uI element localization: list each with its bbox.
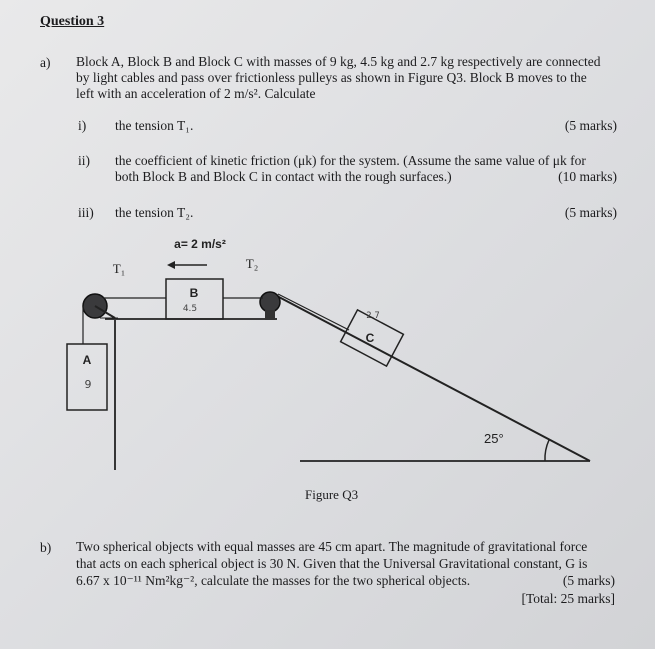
item-i-numeral: i)	[78, 118, 87, 133]
acceleration-label: a= 2 m/s²	[174, 237, 226, 251]
part-b-line-2: that acts on each spherical object is 30 N. Given that the Universal Gravitational constant, G is	[76, 556, 588, 571]
block-a-label: A	[82, 353, 92, 367]
item-ii-text-line-2: both Block B and Block C in contact with the rough surfaces.)	[115, 169, 452, 184]
figure-caption: Figure Q3	[305, 487, 359, 502]
block-c-mass: 2.7	[366, 311, 380, 321]
part-b-marks: (5 marks)	[562, 573, 615, 588]
cable-c	[278, 294, 349, 330]
part-a-intro-line-3: left with an acceleration of 2 m/s². Calculate	[76, 86, 316, 101]
part-b-line-1: Two spherical objects with equal masses are 45 cm apart. The magnitude of gravitational force	[76, 539, 588, 554]
t1-label: T₁	[112, 261, 126, 276]
part-a-intro-line-2: by light cables and pass over frictionless pulleys as shown in Figure Q3. Block B moves to the	[76, 70, 587, 85]
item-i-marks: (5 marks)	[564, 118, 617, 133]
block-a-mass: 9	[84, 378, 92, 391]
item-i-text: the tension T₁.	[115, 118, 194, 133]
item-iii-text: the tension T₂.	[115, 205, 194, 220]
part-b-line-3: 6.67 x 10⁻¹¹ Nm²kg⁻², calculate the masses for the two spherical objects.	[76, 573, 471, 588]
part-a-label: a)	[40, 55, 51, 70]
item-iii-marks: (5 marks)	[564, 205, 617, 220]
acceleration-arrowhead	[167, 261, 175, 269]
angle-label: 25°	[484, 431, 504, 446]
right-pulley	[260, 292, 280, 312]
part-a-intro-line-1: Block A, Block B and Block C with masses of 9 kg, 4.5 kg and 2.7 kg respectively are connected	[76, 54, 601, 69]
block-c-label: C	[365, 331, 375, 345]
item-ii-numeral: ii)	[78, 153, 90, 168]
total-marks: [Total: 25 marks]	[521, 591, 615, 606]
item-iii-numeral: iii)	[78, 205, 94, 220]
t2-label: T₂	[245, 256, 259, 271]
question-heading: Question 3	[40, 14, 105, 29]
item-ii-marks: (10 marks)	[558, 169, 617, 184]
incline-surface	[277, 296, 590, 461]
part-b-label: b)	[40, 540, 52, 555]
block-b-label: B	[189, 286, 199, 300]
block-b-mass: 4.5	[182, 304, 198, 314]
angle-arc	[545, 440, 549, 461]
item-ii-text-line-1: the coefficient of kinetic friction (μk) for the system. (Assume the same value of μk for	[115, 153, 586, 168]
